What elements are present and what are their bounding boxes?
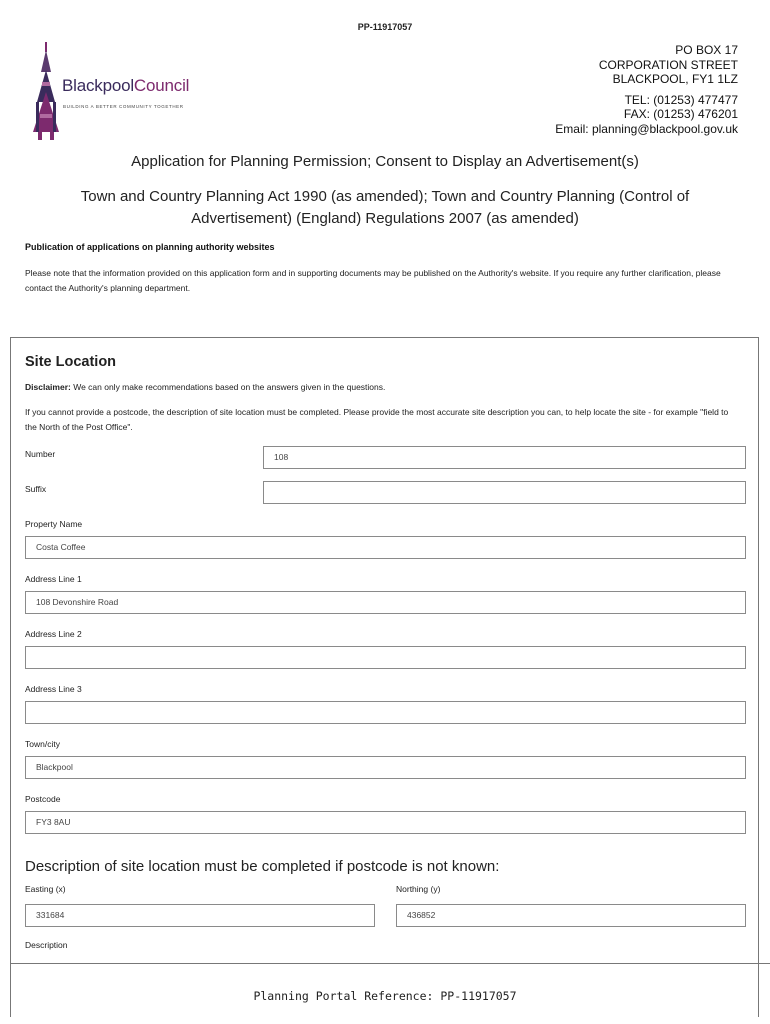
fax: FAX: (01253) 476201	[623, 107, 738, 121]
disclaimer: Disclaimer: We can only make recommendations based on the answers given in the questions.	[25, 382, 386, 392]
publication-text: Please note that the information provided on this application form and in supporting documents may be published on the Authority's website. If you require any further clarification, please contact the Authority's planning department.	[25, 268, 721, 293]
council-name: BlackpoolCouncil	[62, 76, 190, 95]
form-title: Application for Planning Permission; Consent to Display an Advertisement(s)	[131, 153, 639, 170]
address-line-2: CORPORATION STREET	[598, 57, 738, 72]
property-name-label: Property Name	[25, 519, 83, 529]
council-tagline: BUILDING A BETTER COMMUNITY TOGETHER	[63, 104, 184, 109]
top-reference: PP-11917057	[357, 22, 413, 32]
telephone: TEL: (01253) 477477	[624, 92, 738, 107]
northing-field[interactable]: 436852	[396, 904, 746, 927]
footer-reference: Planning Portal Reference: PP-11917057	[253, 989, 517, 1003]
town-label: Town/city	[25, 739, 60, 749]
suffix-label: Suffix	[25, 484, 47, 494]
description-label: Description	[25, 940, 68, 950]
easting-label: Easting (x)	[25, 884, 66, 894]
address-line-2-field[interactable]	[25, 646, 746, 669]
number-label: Number	[25, 449, 56, 459]
northing-label: Northing (y)	[396, 884, 441, 894]
address-line-3-field[interactable]	[25, 701, 746, 724]
postcode-label: Postcode	[25, 794, 61, 804]
number-field[interactable]: 108	[263, 446, 746, 469]
email: Email: planning@blackpool.gov.uk	[555, 121, 738, 136]
tower-emblem-icon	[30, 42, 64, 142]
site-location-section	[10, 337, 759, 1017]
postcode-note: If you cannot provide a postcode, the description of site location must be completed. Please provide the most accurate site description you can, to help locate the site - for example "field to the North of the Post Office".	[25, 407, 729, 432]
page-divider	[10, 963, 770, 964]
address-line-1: PO BOX 17	[675, 43, 738, 57]
publication-heading: Publication of applications on planning authority websites	[25, 242, 275, 252]
address-line-1-field[interactable]: 108 Devonshire Road	[25, 591, 746, 614]
town-field[interactable]: Blackpool	[25, 756, 746, 779]
form-subtitle: Town and Country Planning Act 1990 (as amended); Town and Country Planning (Control of Advertisement) (England) Regulations 2007 (as amended)	[80, 188, 690, 227]
address-line-3-label: Address Line 3	[25, 684, 82, 694]
description-heading: Description of site location must be completed if postcode is not known:	[25, 858, 500, 875]
address-line-2-label: Address Line 2	[25, 629, 82, 639]
council-address	[555, 43, 738, 136]
address-line-3: BLACKPOOL, FY1 1LZ	[612, 72, 738, 86]
council-logo	[30, 42, 230, 142]
suffix-field[interactable]	[263, 481, 746, 504]
property-name-field[interactable]: Costa Coffee	[25, 536, 746, 559]
address-line-1-label: Address Line 1	[25, 574, 82, 584]
section-title: Site Location	[25, 354, 117, 370]
easting-field[interactable]: 331684	[25, 904, 375, 927]
postcode-field[interactable]: FY3 8AU	[25, 811, 746, 834]
